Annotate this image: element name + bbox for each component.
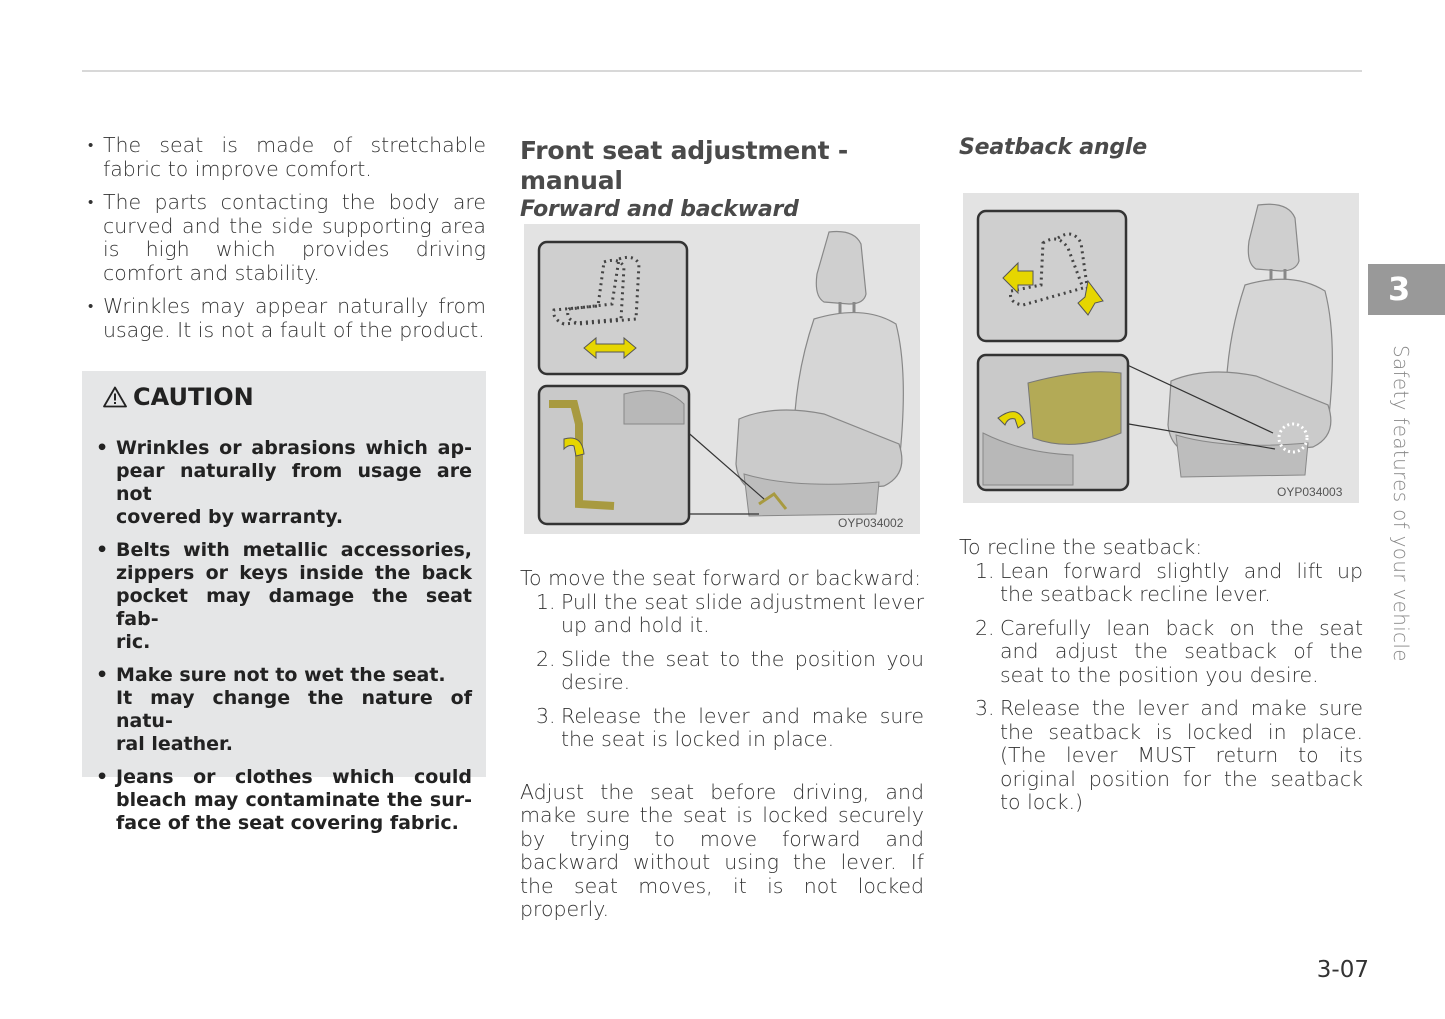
left-column [86,134,486,352]
section-heading: Front seat adjustment - manual [520,136,848,195]
list-item: 3. Release the lever and make sure the seat is locked in place. [536,703,924,751]
figure-code: OYP034003 [1277,485,1343,499]
caution-title: CAUTION [103,383,254,411]
list-item: 1. Pull the seat slide adjustment lever up and hold it. [536,589,924,637]
seatback-text [959,536,1363,825]
section-subheading: Seatback angle [959,135,1147,160]
list-item: 3. Release the lever and make sure the seatback is locked in place. (The lever MUST return to its original position for the seatback to lock.) [975,696,1363,814]
seatback-figure [963,193,1359,503]
list-item: • The parts contacting the body are curved and the side supporting area is high which provides driving comfort and stability. [86,191,486,285]
page-number: 3-07 [1316,957,1369,983]
middle-column [520,136,924,224]
steps-list [520,591,924,752]
caution-list [96,437,472,845]
forward-backward-text [520,567,924,922]
section-subheading: Forward and backward [520,197,799,222]
seat-features-list [86,134,486,342]
list-item: 1. Lean forward slightly and lift up the seatback recline lever. [975,558,1363,606]
seatback-illustration [963,193,1359,503]
note-paragraph: Adjust the seat before driving, and make sure the seat is locked securely by trying to move forward and backward without using the lever. If the seat moves, it is not locked properly. [520,779,924,921]
right-column [959,134,1363,162]
top-divider [82,70,1362,72]
seat-slide-figure [524,224,920,534]
figure-code: OYP034002 [838,516,904,530]
list-item: 2. Slide the seat to the position you desire. [536,646,924,694]
chapter-title-vertical: Safety features of your vehicle [1389,345,1413,662]
caution-item: • Jeans or clothes which could bleach may contaminate the sur- face of the seat covering fabric. [96,766,472,835]
steps-list [959,560,1363,815]
caution-box [82,371,486,834]
intro-text: To recline the seatback: [959,535,1203,559]
caution-item: • Belts with metallic accessories, zippers or keys inside the back pocket may damage the seat fab- ric. [96,539,472,654]
caution-item: • Make sure not to wet the seat. It may change the nature of natu- ral leather. [96,664,472,756]
chapter-tab [1368,264,1445,315]
chapter-number: 3 [1388,270,1411,308]
seat-slide-illustration [524,224,920,534]
list-item: 2. Carefully lean back on the seat and adjust the seatback of the seat to the position you desire. [975,615,1363,687]
caution-item: • Wrinkles or abrasions which ap- pear naturally from usage are not covered by warranty. [96,437,472,529]
list-item: • The seat is made of stretchable fabric to improve comfort. [86,134,486,181]
list-item: • Wrinkles may appear naturally from usage. It is not a fault of the product. [86,295,486,342]
intro-text: To move the seat forward or backward: [520,566,922,590]
warning-triangle-icon [103,386,127,408]
